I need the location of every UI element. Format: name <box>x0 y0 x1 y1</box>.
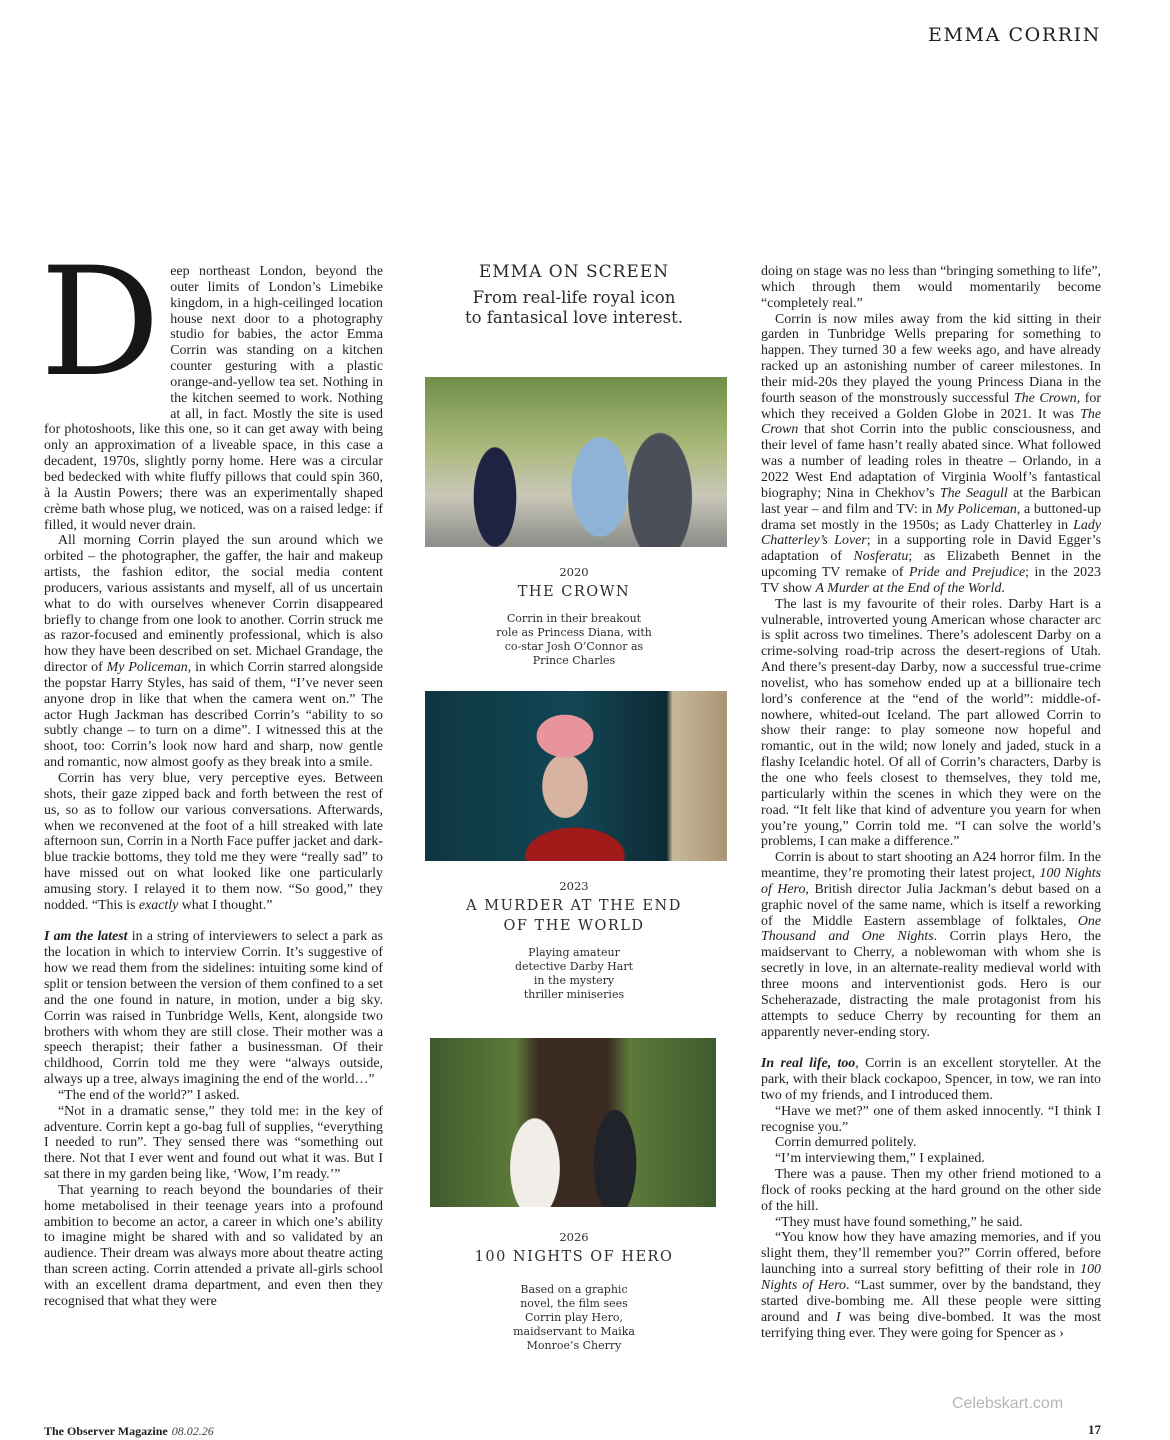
text-run: Corrin is now miles away from the kid sitting in their garden in Tunbridge Wells preparing for something to happen. They turned 30 a few weeks ago, and have already racked up an astonishing number of career milestones. In their mid-20s they played the young Princess Diana in the fourth season of the monstrously successful <box>761 311 1101 406</box>
photo-100-nights-of-hero <box>430 1038 716 1207</box>
text-run: 100 Nights of Hero <box>761 866 1102 897</box>
text-run: Corrin demurred politely. <box>775 1135 917 1151</box>
caption-line: Monroe’s Cherry <box>526 1339 622 1352</box>
article-paragraph <box>761 1151 1101 1167</box>
running-head: EMMA CORRIN <box>928 24 1101 46</box>
text-run: One Thousand and One Nights <box>761 913 1101 945</box>
sidebar-title: EMMA ON SCREEN <box>478 262 670 282</box>
text-run: what I thought.” <box>178 897 273 913</box>
article-paragraph <box>44 533 383 771</box>
text-run: , a buttoned-up drama set mostly in the 1950s; as Lady Chatterley in <box>761 501 1101 533</box>
article-paragraph <box>44 771 383 914</box>
text-run: . <box>1001 580 1005 596</box>
caption-title: A MURDER AT THE END OF THE WORLD <box>466 898 682 934</box>
text-run: There was a pause. Then my other friend motioned to a flock of rooks pecking at the hard ground on the other side of the hill. <box>761 1167 1101 1214</box>
drop-cap: D <box>40 236 161 410</box>
article-paragraph <box>761 264 1101 312</box>
caption-line: Prince Charles <box>532 654 616 667</box>
text-run: “Not in a dramatic sense,” they told me: in the key of adventure. Corrin kept a go-bag full of supplies, “everything I needed to run”. They sensed there was “something out there. Not that I ever went and found out what it was. But I sat there in my garden being like, ‘Wow, I’m ready.’” <box>44 1103 383 1183</box>
article-paragraph <box>761 1056 1101 1104</box>
text-run: The Seagull <box>939 485 1008 501</box>
article-paragraph <box>761 312 1101 597</box>
text-run: . Corrin plays Hero, the maidservant to Cherry, a noblewoman with whom she is secretly in love, in an alternate-reality medieval world with three moons and interventionist gods. Hero is our Scheherazade, distracting the male protagonist from his attempts to seduce Cherry by recounting for them an apparently never-ending story. <box>761 929 1101 1040</box>
text-run: Lady Chatterley’s Lover <box>761 517 1101 549</box>
photo-a-murder-at-the-end-of-the-world <box>425 691 727 861</box>
text-run: “I’m interviewing them,” I explained. <box>775 1151 985 1167</box>
text-run: , in which Corrin starred alongside the popstar Harry Styles, has said of them, “I’ve never seen anyone drop in like that when the camera went on.” The actor Hugh Jackman has described Corrin’s “ability to so subtly change – to turn on a dime”. I witnessed this at the shoot, too: Corrin’s look now hard and sharp, now gentle and romantic, now almost goofy as they break into a smile. <box>44 660 383 771</box>
caption-desc <box>415 612 733 668</box>
sidebar-subtitle-line: From real-life royal icon <box>472 288 676 307</box>
article-paragraph <box>761 1215 1101 1231</box>
issue-date: 08.02.26 <box>171 1424 214 1438</box>
article-paragraph <box>761 1135 1101 1151</box>
article-paragraph <box>761 1167 1101 1215</box>
text-run: My Policeman <box>935 501 1017 517</box>
caption-the-crown <box>415 565 733 668</box>
text-run: The last is my favourite of their roles. Darby Hart is a vulnerable, introverted young American whose character arc is split across two timelines. There’s adolescent Darby on a crime-solving road-trip across the desert-regions of Utah. And there’s present-day Darby, now a successful true-crime novelist, who has somehow ended up at a billionaire tech lord’s conference at the “end of the world”: middle-of-nowhere, whited-out Iceland. The part allowed Corrin to show their range: to play someone now hopeful and romantic, out in the wild; now lonely and jaded, stuck in a flashy Icelandic hotel. Of all of Corrin’s characters, Darby is the one who feels closest to themselves, they told me, particularly within the scenes in which they were on the road. “It felt like that kind of adventure you yearn for when you’re young,” Corrin told me. “I can solve the world’s problems, I can make a difference.” <box>761 596 1101 850</box>
text-run: The Crown <box>1013 390 1077 406</box>
caption-a-murder-at-the-end-of-the-world <box>415 879 733 1002</box>
text-run: , for which they received a Golden Globe in 2021. It was <box>761 390 1101 422</box>
caption-line: co-star Josh O’Connor as <box>504 640 644 653</box>
text-run: I <box>835 1309 841 1325</box>
caption-line: novel, the film sees <box>520 1297 628 1310</box>
text-run: Corrin is about to start shooting an A24 horror film. In the meantime, they’re promoting their latest project, <box>761 850 1101 882</box>
text-run: ; in a supporting role in David Egger’s adaptation of <box>761 533 1101 565</box>
text-run: at the Barbican last year – and film and TV: in <box>761 485 1101 517</box>
caption-year: 2020 <box>559 565 589 579</box>
article-column-1 <box>40 236 384 1310</box>
article-paragraph <box>44 1104 383 1183</box>
watermark: Celebskart.com <box>952 1395 1064 1412</box>
text-run: “Have we met?” one of them asked innocently. “I think I recognise you.” <box>761 1103 1101 1135</box>
text-run: In real life, too <box>761 1056 856 1072</box>
article-column-3 <box>761 264 1101 1341</box>
text-run: ; in the 2023 TV show <box>761 565 1101 596</box>
article-paragraph <box>761 850 1101 1040</box>
text-run: was being dive-bombed. It was the most terrifying thing ever. They were going for Spencer as › <box>761 1309 1102 1341</box>
text-run: doing on stage was no less than “bringing something to life”, which through them would momentarily become “completely real.” <box>761 264 1101 311</box>
text-run: exactly <box>138 897 179 913</box>
article-paragraph <box>44 929 383 1087</box>
caption-year: 2026 <box>559 1230 589 1244</box>
article-paragraph <box>761 597 1101 851</box>
article-paragraph <box>761 1230 1101 1341</box>
footer <box>44 1424 214 1438</box>
caption-line: thriller miniseries <box>523 988 625 1001</box>
caption-line: role as Princess Diana, with <box>496 626 652 639</box>
text-run: The Crown <box>761 406 1101 438</box>
text-run: Pride and Prejudice <box>908 565 1026 581</box>
text-run: Corrin has very blue, very perceptive eyes. Between shots, their gaze zipped back and forth between the rest of us, so as to follow our various conversations. Afterwards, when we reconvened at the foot of a hill streaked with late afternoon sun, Corrin in a North Face puffer jacket and dark-blue trackie bottoms, they told me they were “really sad” to have missed out on what looked like one particularly amusing story. I relayed it to them now. “So good,” they nodded. “This is <box>44 771 383 913</box>
sidebar-subtitle-line: to fantasical love interest. <box>464 308 684 327</box>
text-run: Nosferatu <box>853 549 909 565</box>
text-run: A Murder at the End of the World <box>815 580 1002 596</box>
text-run: that shot Corrin into the public consciousness, and their level of fame hasn’t really abated since. What followed was a number of leading roles in theatre – Orlando, in a 2022 West End adaptation of Virginia Woolf’s fantastical biography; Nina in Chekhov’s <box>761 422 1101 501</box>
caption-line: Playing amateur <box>528 946 620 959</box>
caption-line: Corrin play Hero, <box>525 1311 623 1324</box>
text-run: My Policeman <box>106 660 188 676</box>
caption-title: THE CROWN <box>517 584 631 600</box>
text-run: “The end of the world?” I asked. <box>58 1087 240 1103</box>
caption-desc <box>415 1283 733 1353</box>
caption-line: in the mystery <box>533 974 615 987</box>
text-run: in a string of interviewers to select a park as the location in which to interview Corrin. It’s suggestive of how we read them from the sidelines: intuiting some kind of split or tension between the version of them confined to a set and the one found in nature, in motion, under a big sky. Corrin was raised in Tunbridge Wells, Kent, alongside two brothers with whom they are still close. Their mother was a speech therapist; their father a businessman. Of their childhood, Corrin told me they were “always outside, always up a tree, always imagining the end of the world…” <box>44 929 384 1088</box>
article-paragraph <box>761 1104 1101 1136</box>
publication-name: The Observer Magazine <box>44 1424 168 1438</box>
text-run: “You know how they have amazing memories, and if you slight them, they’ll remember you?” Corrin offered, before launching into a surreal story befitting of their role in <box>761 1230 1101 1278</box>
text-run: All morning Corrin played the sun around which we orbited – the photographer, the gaffer, the hair and makeup artists, the fashion editor, the social media content producers, various assistants and myself, all of us uncertain what to do with ourselves whenever Corrin disappeared briefly to change from one look to another. Corrin struck me as razor-focused and eminently professional, which is also how they have been described on set. Michael Grandage, the director of <box>44 533 383 676</box>
caption-line: detective Darby Hart <box>514 960 634 973</box>
caption-line: Corrin in their breakout <box>506 612 642 625</box>
article-paragraph <box>44 1088 383 1104</box>
text-run: , Corrin is an excellent storyteller. At the park, with their black cockapoo, Spencer, in tow, we ran into two of my friends, and I introduced them. <box>761 1056 1101 1103</box>
article-paragraph <box>44 1183 383 1310</box>
caption-year: 2023 <box>559 879 589 893</box>
text-run: “They must have found something,” he said. <box>775 1214 1023 1230</box>
photo-the-crown <box>425 377 727 547</box>
text-run: . “Last summer, over by the bandstand, they started dive-bombing me. All these people were sitting around and <box>761 1278 1101 1325</box>
text-run: 100 Nights of Hero <box>761 1262 1101 1293</box>
caption-desc <box>415 946 733 1002</box>
caption-title: 100 NIGHTS OF HERO <box>474 1249 674 1265</box>
page-number: 17 <box>1088 1422 1101 1437</box>
sidebar-subtitle <box>415 288 733 328</box>
text-run: , British director Julia Jackman’s debut based on a graphic novel of the same name, which is itself a reworking of the Middle Eastern assemblage of folktales, <box>761 881 1102 929</box>
text-run: ; as Elizabeth Bennet in the upcoming TV remake of <box>761 549 1101 581</box>
caption-100-nights-of-hero <box>415 1230 733 1353</box>
text-run: eep northeast London, beyond the outer limits of London’s Limebike kingdom, in a high-ceilinged location house next door to a photography studio for babies, the actor Emma Corrin was standing on a kitchen counter gesturing with a plastic orange-and-yellow tea set. Nothing in the kitchen seemed to work. Nothing at all, in fact. Mostly the site is used for photoshoots, like this one, so it can get away with being only an approximation of a liveable space, in this case a decadent, 1970s, slightly porny home. Here was a circular bed bedecked with white fluffy pillows that could spin 360, à la Austin Powers; there was an experimentally shaped crème bath whose plug, we noticed, was on a raised ledge: if filled, it would never drain. <box>44 264 383 533</box>
caption-line: maidservant to Maika <box>513 1325 635 1338</box>
text-run: That yearning to reach beyond the boundaries of their home metabolised in their teenage years into a profound ambition to become an actor, a career in which one’s ability to imagine might be shared with and so validated by an audience. Their dream was always more about theatre acting than screen acting. Corrin attended a private all-girls school with an excellent drama department, and even then they recognised that what they were <box>44 1182 383 1309</box>
text-run: I am the latest <box>44 929 128 945</box>
caption-line: Based on a graphic <box>520 1283 628 1296</box>
